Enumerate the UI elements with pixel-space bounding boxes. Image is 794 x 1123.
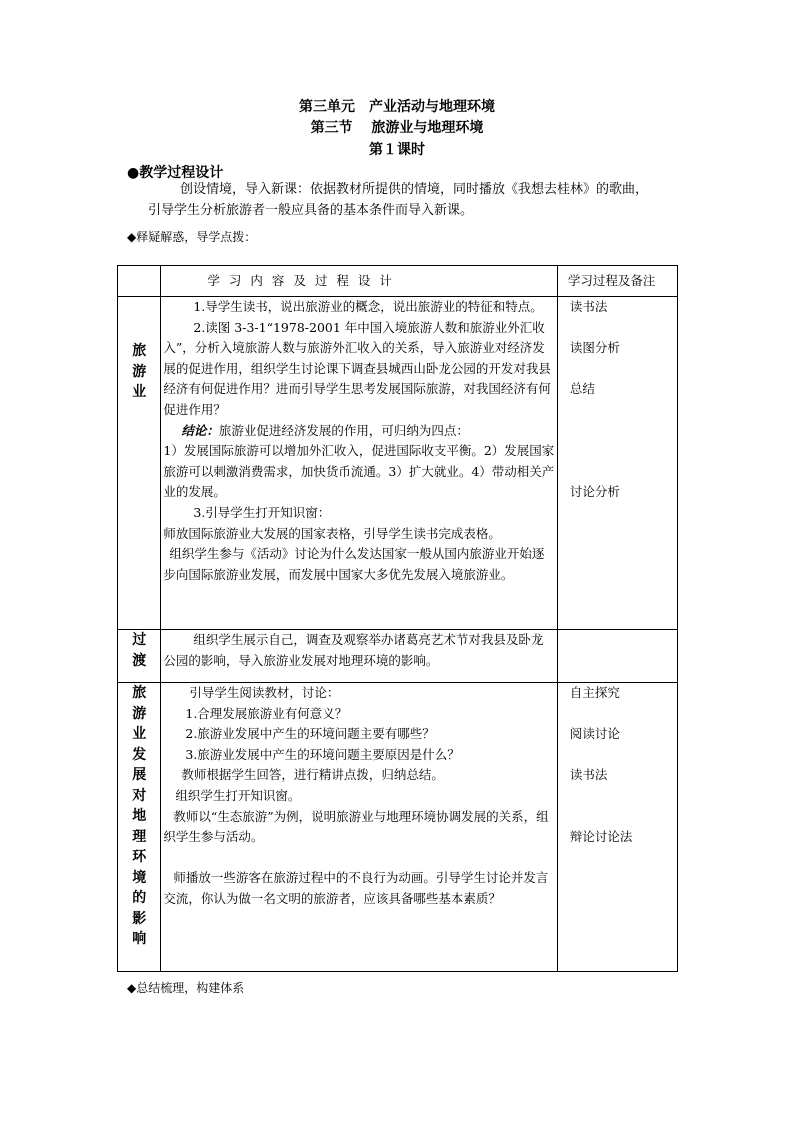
note-item: 读书法 [569,767,608,783]
lesson-number: 第１课时 [369,142,425,158]
note-item: 阅读讨论 [569,726,620,742]
note-item: 总结 [569,381,595,397]
intro-line-2: 引导学生分析旅游者一般应具备的基本条件而导入新课。 [148,203,474,218]
transition-text: 组织学生展示自己，调查及观察举办诸葛亮艺术节对我县及卧龙公园的影响，导入旅游业发展对地理环境的影响。 [163,632,544,668]
header-empty-cell [118,266,161,297]
content-p4: 3.引导学生打开知识窗： [193,504,331,520]
row-label-text: 过渡 [132,632,147,669]
row-notes-impact [557,683,677,972]
note-item: 自主探究 [569,685,620,700]
content-p3: 1）发展国际旅游可以增加外汇收入，促进国际收支平衡。2）发展国家旅游可以刺激消费需求，加快货币流通。3）扩大就业。4）带动相关产业的发展。 [163,443,555,500]
impact-p1: 引导学生阅读教材，讨论： [189,685,340,700]
impact-p8: 师播放一些游客在旅游过程中的不良行为动画。引导学生讨论并发言交流，你认为做一名文明的旅游者，应该具备哪些基本素质？ [163,870,549,906]
row-label-impact [118,683,161,972]
unit-title: 第三单元 产业活动与地理环境 [299,99,495,115]
row-notes-transition [557,630,677,683]
row-label-transition [118,630,161,683]
bullet-summary: ◆总结梳理，构建体系 [127,981,245,995]
content-conclusion [163,421,555,442]
header-content: 学习内容及过程设计 [161,266,558,297]
section-title: 第三节 旅游业与地理环境 [310,120,484,136]
conclusion-label: 结论： [181,422,219,438]
intro-paragraph [148,179,688,221]
conclusion-text: 旅游业促进经济发展的作用，可归纳为四点： [218,422,469,438]
note-item: 讨论分析 [569,484,620,500]
design-heading: ●教学过程设计 [127,165,224,181]
impact-p6: 组织学生打开知识窗。 [175,787,301,803]
table-row-tourism [118,297,678,630]
impact-p3: 2.旅游业发展中产生的环境问题主要有哪些？ [185,726,435,742]
content-p6: 组织学生参与《活动》讨论为什么发达国家一般从国内旅游业开始逐步向国际旅游业发展，而发展中国家大多优先发展入境旅游业。 [163,546,545,582]
impact-p2: 1.合理发展旅游业有何意义？ [185,705,348,721]
content-p1: 1.导学生读书，说出旅游业的概念，说出旅游业的特征和特点。 [193,299,543,314]
row-label-text: 旅游业 [132,343,147,400]
row-label-tourism [118,297,161,630]
row-content-tourism [161,297,558,630]
header-notes: 学习过程及备注 [557,266,677,297]
impact-p5: 教师根据学生回答，进行精讲点拨，归纳总结。 [181,767,444,783]
content-p2: 2.读图 3-3-1“1978-2001 年中国入境旅游人数和旅游业外汇收入”，分析入境旅游人数与旅游外汇收入的关系，导入旅游业对经济发展的促进作用，组织学生讨论课下调查县城西山卧龙公园的开发对我县经济有何促进作用？进而引导学生思考发展国际旅游，对我国经济有何促进作用？ [163,319,551,417]
row-content-impact [161,683,558,972]
table-header-row [118,266,678,297]
impact-p7: 教师以“生态旅游”为例，说明旅游业与地理环境协调发展的关系，组织学生参与活动。 [163,808,549,845]
row-content-transition [161,630,558,683]
lesson-table [117,265,678,972]
note-item: 读图分析 [569,340,620,356]
bullet-explain: ◆释疑解惑，导学点拨： [127,230,257,244]
intro-line-1: 创设情境，导入新课：依据教材所提供的情境，同时播放《我想去桂林》的歌曲， [180,182,649,197]
note-item: 辩论讨论法 [569,829,633,845]
row-notes-tourism [557,297,677,630]
row-label-text: 旅游业发展对地理环境的影响 [132,685,147,947]
impact-p4: 3.旅游业发展中产生的环境问题主要原因是什么？ [185,746,460,762]
table-row-transition [118,630,678,683]
note-item: 读书法 [569,299,608,314]
table-row-impact [118,683,678,972]
content-p5: 师放国际旅游业大发展的国家表格，引导学生读书完成表格。 [163,525,501,541]
